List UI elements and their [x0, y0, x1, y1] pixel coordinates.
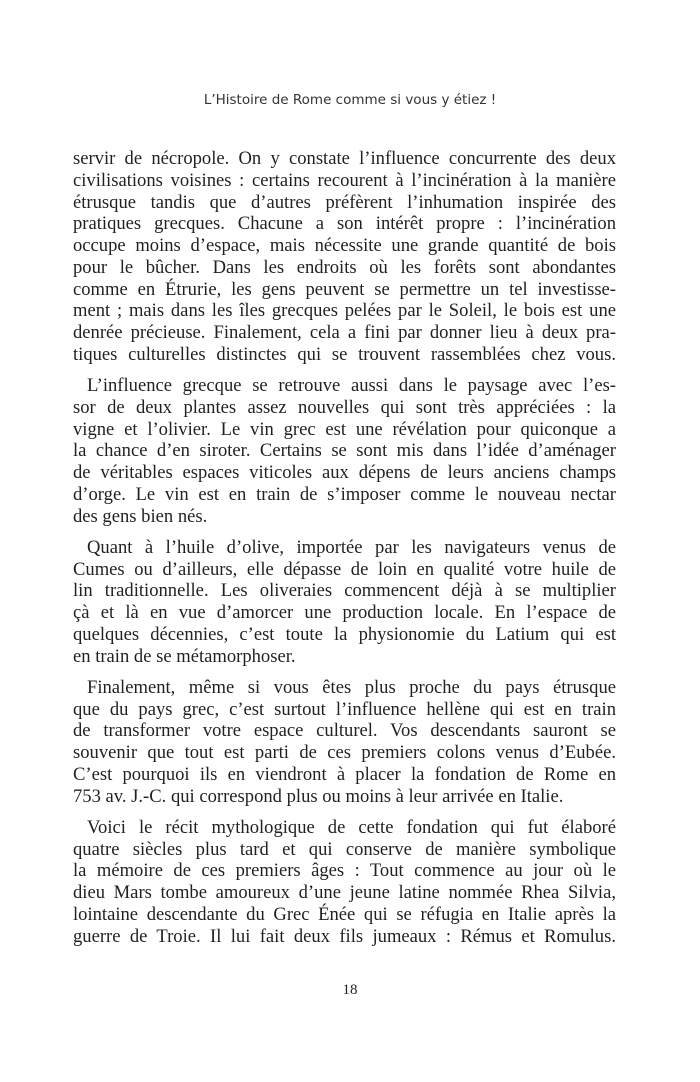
text-line: comme en Étrurie, les gens peuvent se permettre un tel investisse- [73, 278, 616, 300]
paragraph [73, 375, 616, 527]
text-line: de véritables espaces viticoles aux dépens de leurs anciens champs [73, 462, 616, 483]
text-line: quatre siècles plus tard et qui conserve de manière symbolique [73, 838, 616, 860]
text-line: 753 av. J.-C. qui correspond plus ou moins à leur arrivée en Italie. [73, 785, 564, 807]
paragraph [73, 817, 616, 948]
text-line: étrusque tandis que d’autres préfèrent l’inhumation inspirée des [73, 191, 616, 213]
text-line: la chance d’en siroter. Certains se sont mis dans l’idée d’aménager [73, 440, 616, 462]
text-line: lin traditionnelle. Les oliveraies commencent déjà à se multiplier [73, 580, 616, 602]
text-line: tiques culturelles distinctes qui se trouvent rassemblées chez vous. [73, 343, 616, 365]
text-line: souvenir que tout est parti de ces premiers colons venus d’Eubée. [73, 742, 616, 763]
text-line: ment ; mais dans les îles grecques pelées par le Soleil, le bois est une [73, 300, 616, 322]
text-line: çà et là en vue d’amorcer une production locale. En l’espace de [73, 602, 616, 623]
text-line: sor de deux plantes assez nouvelles qui sont très appréciées : la [73, 396, 616, 418]
text-line: C’est pourquoi ils en viendront à placer la fondation de Rome en [73, 763, 616, 785]
text-line: civilisations voisines : certains recourent à l’incinération à la manière [73, 169, 616, 191]
text-line: quelques décennies, c’est toute la physionomie du Latium qui est [73, 623, 616, 645]
text-line: Voici le récit mythologique de cette fondation qui fut élaboré [87, 816, 616, 838]
text-line: lointaine descendante du Grec Énée qui se réfugia en Italie après la [73, 903, 616, 925]
paragraph [73, 537, 616, 668]
text-line: vigne et l’olivier. Le vin grec est une révélation pour quiconque a [73, 418, 616, 440]
text-line: en train de se métamorphoser. [73, 645, 296, 667]
running-header: L’Histoire de Rome comme si vous y étiez ! [203, 92, 497, 108]
paragraph [73, 677, 616, 808]
text-line: de transformer votre espace culturel. Vos descendants sauront se [73, 720, 616, 742]
text-line: Cumes ou d’ailleurs, elle dépasse de loin en qualité votre huile de [73, 558, 616, 580]
text-line: Finalement, même si vous êtes plus proche du pays étrusque [87, 676, 616, 698]
text-line: occupe moins d’espace, mais nécessite une grande quantité de bois [73, 235, 616, 256]
paragraph [73, 148, 616, 366]
text-line: denrée précieuse. Finalement, cela a fini par donner lieu à deux pra- [73, 322, 616, 343]
text-line: la mémoire de ces premiers âges : Tout commence au jour où le [73, 860, 616, 882]
text-line: pour le bûcher. Dans les endroits où les forêts sont abondantes [73, 256, 616, 278]
text-line: d’orge. Le vin est en train de s’imposer comme le nouveau nectar [73, 483, 616, 505]
text-line: que du pays grec, c’est surtout l’influence hellène qui est en train [73, 698, 616, 720]
text-line: Quant à l’huile d’olive, importée par les navigateurs venus de [87, 536, 616, 558]
text-line: guerre de Troie. Il lui fait deux fils jumeaux : Rémus et Romulus. [73, 925, 616, 947]
text-line: servir de nécropole. On y constate l’influence concurrente des deux [73, 148, 616, 169]
text-line: pratiques grecques. Chacune a son intérêt propre : l’incinération [73, 213, 616, 235]
page-body [73, 148, 616, 957]
page-number: 18 [342, 982, 358, 998]
text-line: L’influence grecque se retrouve aussi dans le paysage avec l’es- [87, 375, 616, 396]
text-line: dieu Mars tombe amoureux d’une jeune latine nommée Rhea Silvia, [73, 882, 616, 903]
text-line: des gens bien nés. [73, 505, 208, 527]
